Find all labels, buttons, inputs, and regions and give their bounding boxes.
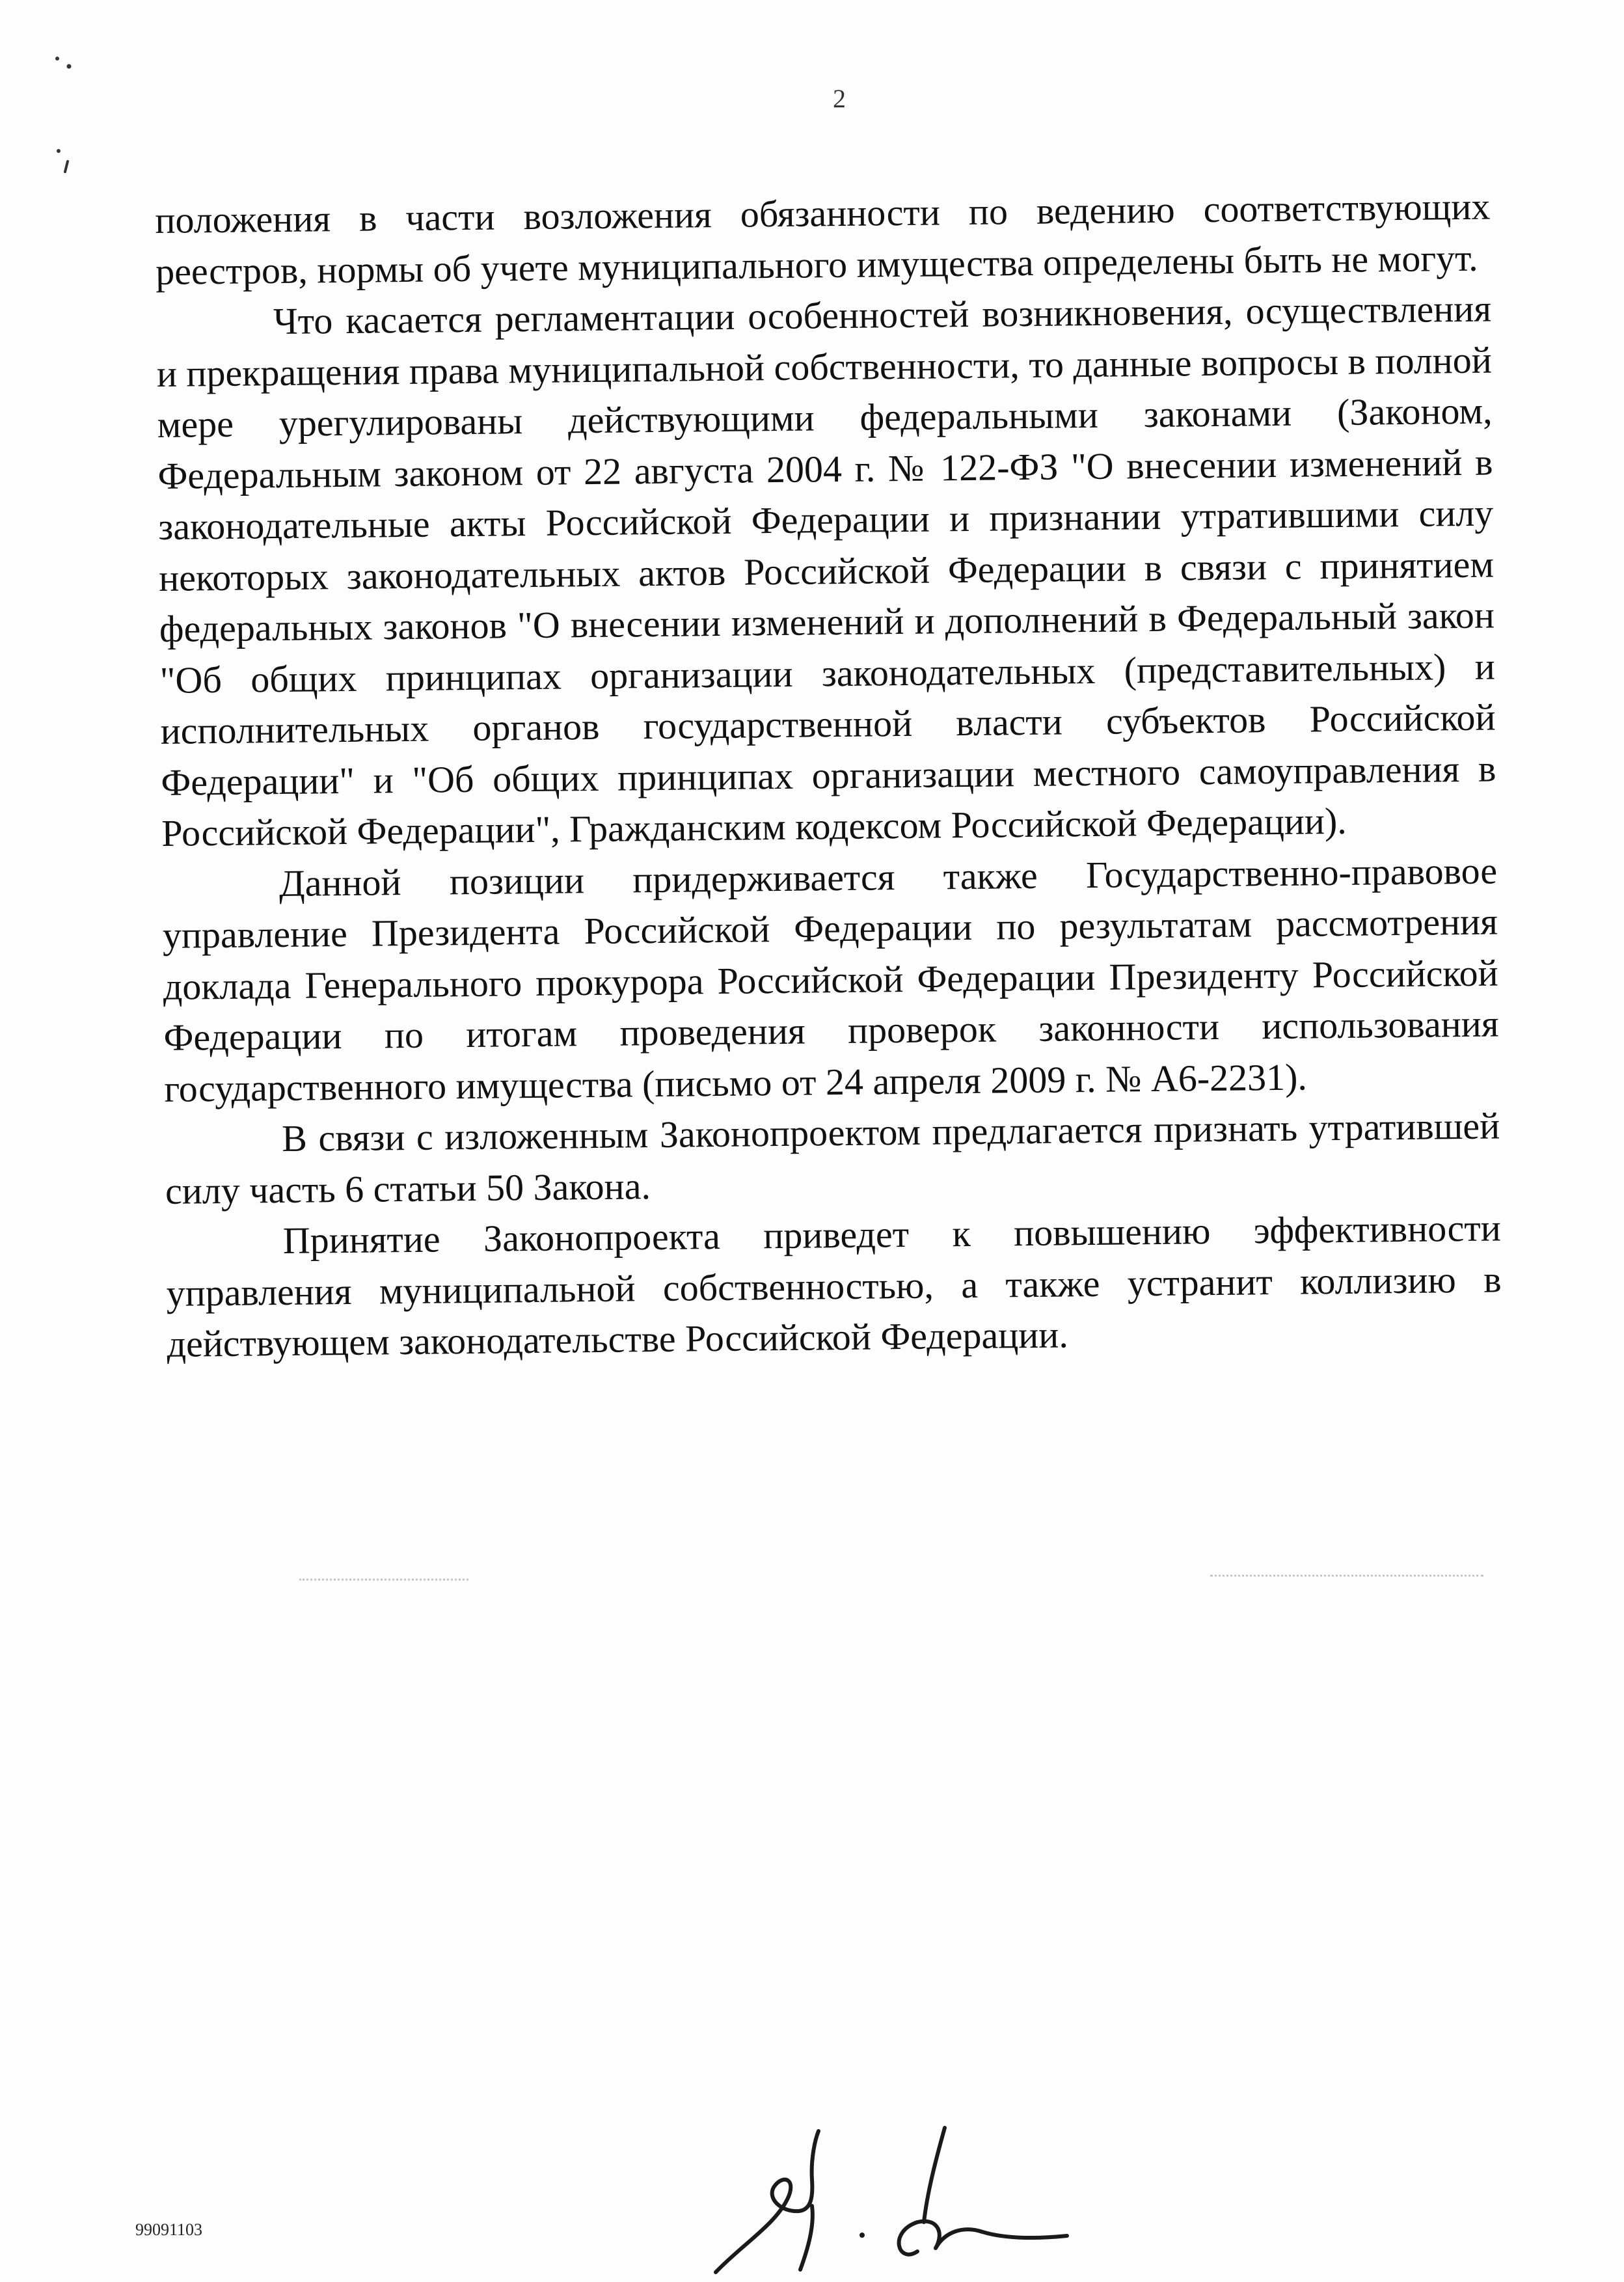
paragraph-proposal: В связи с изложенным Законопроектом предлагается признать утратившей силу часть 6 статьи 50 Закона.: [165, 1104, 1500, 1212]
paragraph-position: Данной позиции придерживается также Государственно-правовое управление Президента Российской Федерации по результатам рассмотрения доклада Генерального прокурора Российской Федерации Президенту Российской Федерации по итогам проведения проверок законности использования государственного имущества (письмо от 24 апреля 2009 г. № А6-2231).: [162, 849, 1499, 1110]
page-number: 2: [833, 84, 846, 113]
handwritten-signature-icon: [703, 2102, 1080, 2277]
document-code: 99091103: [135, 2220, 203, 2239]
scan-artifact-icon: [39, 46, 78, 176]
paragraph-continuation: положения в части возложения обязанности по ведению соответствующих реестров, нормы об учете муниципального имущества определены быть не могут.: [155, 185, 1491, 293]
scan-dotted-line: [1210, 1575, 1483, 1577]
paragraph-conclusion: Принятие Законопроекта приведет к повышению эффективности управления муниципальной собственностью, а также устранит коллизию в действующем законодательстве Российской Федерации.: [166, 1206, 1502, 1365]
paragraph-regulation: Что касается регламентации особенностей возникновения, осуществления и прекращения права муниципальной собственности, то данные вопросы в полной мере урегулированы действующими федеральными законами (Законом, Федеральным законом от 22 августа 2004 г. № 122-ФЗ "О внесении изменений в законодательные акты Российской Федерации и признании утратившими силу некоторых законодательных актов Российской Федерации в связи с принятием федеральных законов "О внесении изменений и дополнений в Федеральный закон "Об общих принципах организации законодательных (представительных) и исполнительных органов государственной власти субъектов Российской Федерации" и "Об общих принципах организации местного самоуправления в Российской Федерации", Гражданским кодексом Российской Федерации).: [156, 287, 1496, 854]
document-body: [155, 182, 1502, 1370]
scan-dotted-line: [299, 1579, 468, 1581]
